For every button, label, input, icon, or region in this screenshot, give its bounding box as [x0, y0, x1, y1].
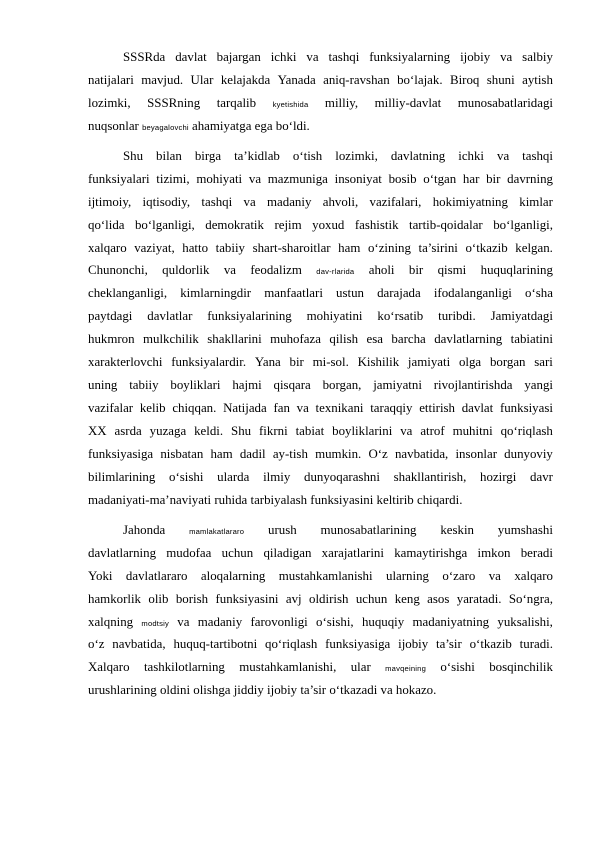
word: tarqalib	[216, 95, 257, 110]
word: yoxud	[312, 217, 345, 232]
word: ijobiy	[460, 50, 491, 64]
word: vaziyat,	[134, 240, 175, 255]
word: hamkorlik	[88, 591, 141, 606]
word: vazifalari,	[369, 194, 422, 209]
word: bajargan	[216, 50, 261, 64]
word: huquqlarining	[480, 263, 553, 278]
word: ko‘rsatib	[377, 309, 424, 324]
text-line	[88, 588, 553, 611]
word: insoniyat	[334, 171, 382, 186]
paragraph	[88, 46, 553, 138]
word: demokratik	[205, 217, 264, 232]
word: Yanada	[277, 72, 316, 87]
word: ay-tish	[272, 446, 308, 461]
word: mavjud.	[141, 72, 184, 87]
text-line	[88, 145, 553, 168]
word: qo‘riqlash	[500, 424, 553, 438]
text-line: madaniyati-ma’naviyati ruhida tarbiyalash funksiyasini keltirib chiqardi.	[88, 492, 463, 507]
word: Natijada	[223, 401, 267, 416]
word: mazmuniga	[267, 171, 328, 186]
text-line	[88, 191, 553, 214]
word: salbiy	[522, 50, 553, 64]
word: yuzaga	[149, 424, 187, 438]
word: uchun	[355, 591, 388, 606]
word: xarajatlarini	[321, 545, 384, 560]
word: xalqning	[88, 614, 134, 629]
word: hukmron	[88, 332, 135, 347]
word: davlatning	[390, 148, 446, 163]
inline-small-word: kyetishida	[272, 99, 309, 109]
word: davlatlarning	[434, 332, 503, 347]
word: bosqinchilik	[489, 660, 553, 675]
word: aholi	[368, 263, 395, 278]
word: tabiatini	[510, 332, 553, 347]
word: feodalizm	[250, 263, 302, 278]
word: yuksalishi,	[497, 614, 553, 629]
word: bir	[486, 171, 501, 186]
inline-small-word: mamlakatlararo	[189, 526, 245, 536]
word	[385, 656, 426, 679]
word: farovonligi	[250, 614, 308, 629]
word: funksiyalarning	[369, 50, 451, 64]
word: asrda	[114, 424, 142, 438]
word: avj	[285, 591, 302, 606]
word: birga	[194, 148, 222, 163]
word: ta’sir	[436, 637, 462, 652]
word: o‘tish	[292, 148, 323, 163]
word: ta’kidlab	[234, 148, 280, 163]
word: yangi	[524, 378, 553, 393]
text-line	[88, 237, 553, 260]
word: Kishilik	[357, 355, 400, 370]
word: qo‘riqlash	[265, 637, 318, 652]
word: aloqalarning	[200, 568, 266, 583]
word: bir	[289, 355, 304, 370]
word: imkon	[477, 545, 511, 560]
word: Biroq	[449, 72, 480, 87]
word: qilish	[329, 332, 359, 347]
word: va	[400, 424, 413, 438]
word: munosabatlaridagi	[457, 95, 553, 110]
inline-small-word: mavqeining	[385, 664, 426, 674]
word: hokimiyatning	[432, 194, 508, 209]
text-line	[88, 305, 553, 328]
word: barcha	[391, 332, 426, 347]
word: navbatida,	[112, 637, 166, 652]
word: SSSRda	[123, 50, 166, 64]
word: iqtisodiy,	[142, 194, 191, 209]
text-line: nuqsonlar beyagalovchi ahamiyatga ega bo‘ldi.	[88, 118, 310, 133]
word: aniq-ravshan	[323, 72, 390, 87]
word: jamiyatni	[373, 378, 422, 393]
text-line	[88, 656, 553, 679]
word: ijobiy	[398, 637, 429, 652]
word: o‘z	[88, 637, 105, 652]
word: o‘sishi	[440, 660, 475, 675]
word: o‘sha	[525, 286, 553, 301]
word: Chunonchi,	[88, 263, 148, 278]
word: hajmi	[232, 378, 262, 393]
word: darajada	[377, 286, 421, 301]
word: bo‘lajak.	[397, 72, 443, 87]
word: beradi	[520, 545, 553, 560]
word: fan	[273, 401, 290, 416]
word: Yana	[254, 355, 281, 370]
word: paytdagi	[88, 309, 133, 324]
inline-small-word: dav-rlarida	[316, 267, 355, 277]
word: turibdi.	[438, 309, 476, 324]
word: va	[306, 50, 319, 64]
word: va	[497, 148, 510, 163]
word: bir	[408, 263, 424, 278]
word: funksiyalari	[88, 171, 150, 186]
word: huquq-tartibotni	[173, 637, 258, 652]
word: Xalqaro	[88, 660, 130, 675]
word: aytish	[522, 72, 553, 87]
word: XX	[88, 424, 107, 438]
word: O‘z	[368, 446, 388, 461]
word	[141, 611, 169, 634]
word: bo‘lganligi,	[493, 217, 553, 232]
word: xalqaro	[514, 568, 553, 583]
word: tizimi,	[156, 171, 190, 186]
word: bo‘lganligi,	[134, 217, 195, 232]
word: mudofaa	[166, 545, 212, 560]
word: funksiyalardir.	[171, 355, 247, 370]
word: muhitni	[452, 424, 493, 438]
word: milliy-davlat	[374, 95, 442, 110]
word: munosabatlarining	[320, 522, 417, 537]
word: atrof	[420, 424, 445, 438]
word: uning	[88, 378, 118, 393]
word: keng	[394, 591, 420, 606]
word: yumshashi	[497, 522, 553, 537]
text-line	[88, 259, 553, 282]
word: funksiyasi	[499, 401, 553, 416]
word: mohiyatini	[306, 309, 363, 324]
word	[316, 259, 354, 282]
word: ta’sirini	[418, 240, 458, 255]
word: bosib	[388, 171, 417, 186]
word	[273, 92, 309, 115]
word: funksiyasiga	[325, 637, 391, 652]
word: turadi.	[519, 637, 553, 652]
text-line	[88, 397, 553, 420]
word: cheklanganligi,	[88, 286, 168, 301]
word: keskin	[440, 522, 474, 537]
word: funksiyalarining	[207, 309, 292, 324]
document-body	[88, 46, 553, 709]
word: ham	[210, 446, 233, 461]
word: mustahkamlanishi	[278, 568, 373, 583]
text-line	[88, 328, 553, 351]
word: chiqqan.	[172, 401, 217, 416]
word: va	[243, 194, 256, 209]
word: borgan,	[322, 378, 362, 393]
word: lozimki,	[335, 148, 378, 163]
word: o‘sishi	[169, 469, 204, 484]
word: va	[296, 401, 309, 416]
word: va	[500, 50, 513, 64]
word: qismi	[437, 263, 467, 278]
word: davlat	[175, 50, 207, 64]
word: borish	[175, 591, 209, 606]
word: kelib	[139, 401, 166, 416]
word: tashqi	[201, 194, 233, 209]
word: rejim	[274, 217, 302, 232]
word: fikrni	[259, 424, 288, 438]
word: hatto	[182, 240, 209, 255]
word: texnikani	[315, 401, 364, 416]
word: shuni	[486, 72, 515, 87]
text-line: urushlarining oldini olishga jiddiy ijobiy ta’sir o‘tkazadi va hokazo.	[88, 683, 437, 698]
word: vazifalar	[88, 401, 134, 416]
word: uchun	[221, 545, 254, 560]
word: xarakterlovchi	[88, 355, 163, 370]
word: jamiyati	[407, 355, 451, 370]
text-line	[88, 565, 553, 588]
word: dunyoqarashni	[304, 469, 380, 484]
word: qo‘lida	[88, 217, 125, 232]
word: tashqi	[522, 148, 553, 163]
word: shakllarini	[207, 332, 262, 347]
word: kimlar	[519, 194, 553, 209]
word: sari	[534, 355, 553, 370]
word: har	[462, 171, 480, 186]
word: bilimlarining	[88, 469, 156, 484]
word: quldorlik	[162, 263, 210, 278]
word: navbatida,	[394, 446, 449, 461]
word: davr	[530, 469, 553, 484]
text-line	[88, 466, 553, 489]
word: funksiyasini	[215, 591, 279, 606]
word: lozimki,	[88, 95, 131, 110]
word: Ular	[190, 72, 214, 87]
word: nisbatan	[160, 446, 204, 461]
word: tabiiy	[129, 378, 159, 393]
word: mustahkamlanishi,	[239, 660, 337, 675]
word: kelgan.	[515, 240, 553, 255]
paragraph	[88, 519, 553, 703]
word: madaniy	[267, 194, 312, 209]
text-line	[88, 542, 553, 565]
text-line	[88, 168, 553, 191]
word: davlatlar	[147, 309, 193, 324]
word: olib	[148, 591, 169, 606]
word: urush	[268, 522, 297, 537]
word: o‘tkazib	[465, 240, 508, 255]
word: madaniy	[197, 614, 243, 629]
word: ham	[338, 240, 361, 255]
word: ichki	[270, 50, 297, 64]
word: hozirgi	[480, 469, 517, 484]
word: o‘sishi,	[316, 614, 354, 629]
word: madaniyatning	[412, 614, 490, 629]
text-line	[88, 214, 553, 237]
text-line	[88, 519, 553, 542]
word: asos	[427, 591, 450, 606]
word: o‘zaro	[442, 568, 476, 583]
word: boyliklarini	[332, 424, 393, 438]
paragraph	[88, 145, 553, 512]
text-line	[88, 374, 553, 397]
word: o‘tgan	[423, 171, 457, 186]
word: mi-sol.	[312, 355, 349, 370]
word: va	[223, 263, 236, 278]
text-line	[88, 611, 553, 634]
word: mumkin.	[315, 446, 362, 461]
word: oldirish	[309, 591, 349, 606]
text-line	[88, 282, 553, 305]
word: dadil	[239, 446, 266, 461]
word: SSSRning	[147, 95, 201, 110]
text-line	[88, 633, 553, 656]
word: ahvoli,	[322, 194, 359, 209]
word: ijtimoiy,	[88, 194, 132, 209]
word: mulkchilik	[142, 332, 199, 347]
word: milliy,	[324, 95, 359, 110]
word: taraqqiy	[370, 401, 413, 416]
word: o‘tkazib	[469, 637, 512, 652]
word: fashistik	[354, 217, 399, 232]
word: ilmiy	[263, 469, 291, 484]
word: ettirish	[419, 401, 455, 416]
word: tabiat	[295, 424, 325, 438]
word: insonlar	[455, 446, 497, 461]
text-line	[88, 92, 553, 115]
word: va	[248, 171, 262, 186]
word: davlat	[461, 401, 494, 416]
word: tabiiy	[215, 240, 245, 255]
word: shakllantirish,	[393, 469, 467, 484]
word: borgan	[489, 355, 526, 370]
word: va	[488, 568, 501, 583]
word: keldi.	[194, 424, 224, 438]
word: qisqara	[273, 378, 311, 393]
word: tashqi	[328, 50, 360, 64]
text-line	[88, 46, 553, 69]
inline-small-word: beyagalovchi	[142, 122, 189, 132]
word	[189, 519, 244, 542]
text-line	[88, 420, 553, 443]
word: davrning	[507, 171, 553, 186]
word: natijalari	[88, 72, 134, 87]
word: ular	[350, 660, 371, 675]
word: Yoki	[88, 568, 113, 583]
word: kimlarningdir	[180, 286, 252, 301]
word: kamaytirishga	[394, 545, 468, 560]
word: Jahonda	[123, 522, 166, 537]
word: yaratadi.	[456, 591, 502, 606]
word: tashkilotlarning	[143, 660, 225, 675]
text-line	[88, 69, 553, 92]
word: ustun	[336, 286, 364, 301]
word: Jamiyatdagi	[490, 309, 553, 324]
word: manfaatlari	[264, 286, 323, 301]
word: Shu	[123, 148, 144, 163]
word: qiladigan	[263, 545, 312, 560]
word: ichki	[458, 148, 485, 163]
word: dunyoviy	[504, 446, 553, 461]
word: funksiyasiga	[88, 446, 154, 461]
word: ifodalanganligi	[433, 286, 512, 301]
word: boyliklari	[170, 378, 221, 393]
inline-small-word: modtsiy	[141, 618, 169, 628]
word: kelajakda	[220, 72, 271, 87]
word: tartib-qoidalar	[408, 217, 483, 232]
word: ularda	[217, 469, 250, 484]
text-line	[88, 443, 553, 466]
word: davlatlararo	[125, 568, 188, 583]
word: ularning	[386, 568, 429, 583]
word: o‘zining	[367, 240, 411, 255]
word: olga	[458, 355, 482, 370]
word: muhofaza	[270, 332, 321, 347]
text-line	[88, 351, 553, 374]
word: So‘ngra,	[508, 591, 553, 606]
word: esa	[366, 332, 383, 347]
word: huquqiy	[361, 614, 405, 629]
word: mohiyati	[196, 171, 243, 186]
word: bilan	[156, 148, 182, 163]
word: shart-sharoitlar	[252, 240, 331, 255]
word: va	[177, 614, 190, 629]
word: xalqaro	[88, 240, 127, 255]
word: davlatlarning	[88, 545, 157, 560]
word: rivojlantirishda	[433, 378, 513, 393]
word: Shu	[231, 424, 252, 438]
